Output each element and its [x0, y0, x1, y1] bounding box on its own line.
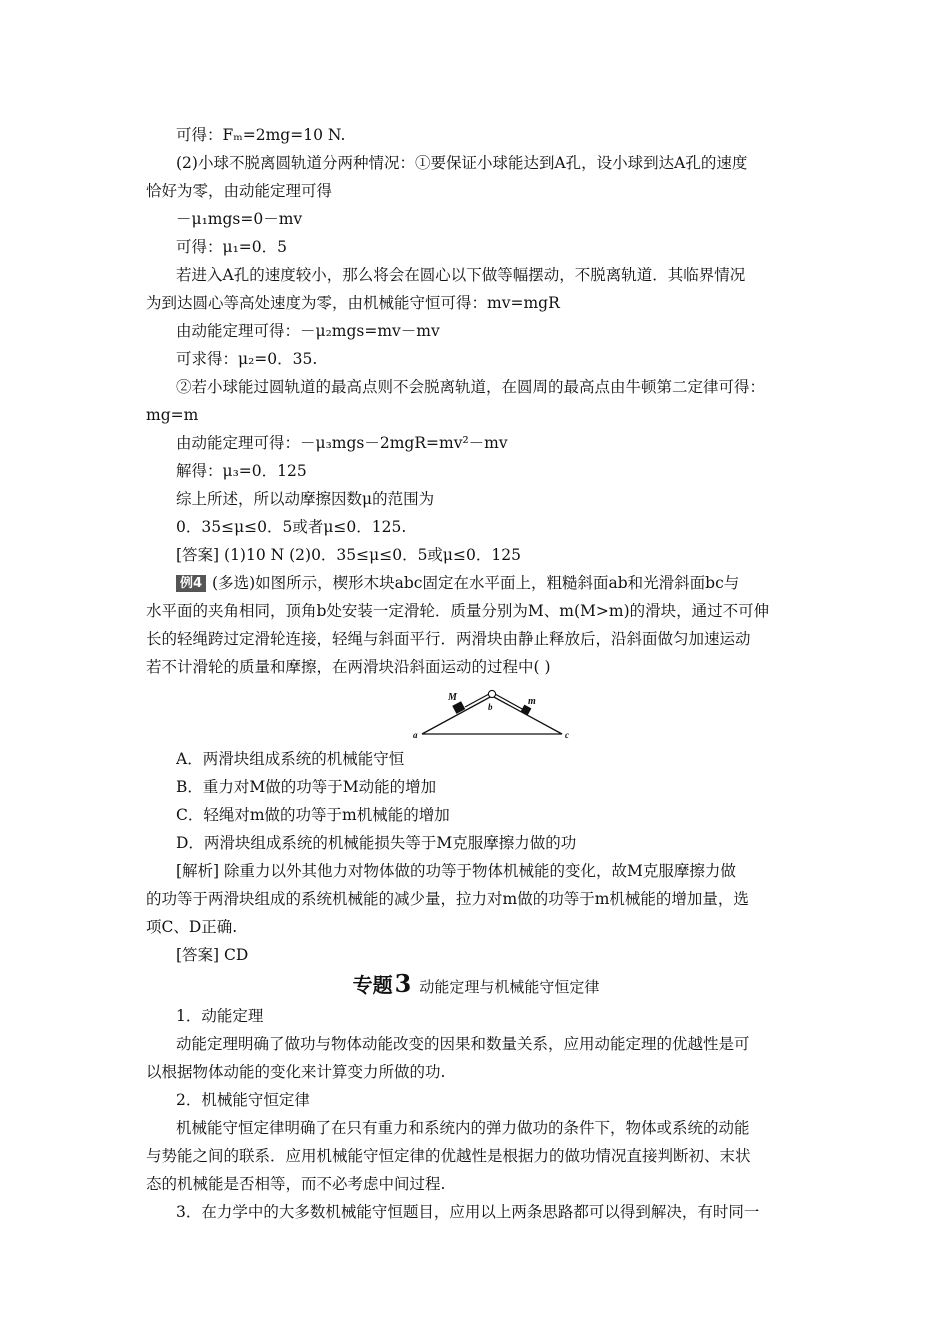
text-line: 动能定理明确了做功与物体动能改变的因果和数量关系，应用动能定理的优越性是可	[176, 1035, 750, 1053]
example-text: (多选)如图所示，楔形木块abc固定在水平面上，粗糙斜面ab和光滑斜面bc与	[212, 574, 740, 592]
text-line: 可得：Fₘ=2mg=10 N.	[176, 126, 346, 144]
example-question-line	[176, 572, 806, 594]
topic-heading	[146, 969, 806, 998]
label-c: c	[565, 730, 569, 740]
text-line: 为到达圆心等高处速度为零，由机械能守恒可得：mv=mgR	[146, 294, 560, 312]
pulley	[488, 690, 495, 697]
answer-line: [答案] CD	[176, 946, 249, 964]
rope-left	[465, 694, 489, 707]
text-line: 由动能定理可得：－μ₂mgs=mv－mv	[176, 322, 440, 340]
section-heading: 1．动能定理	[176, 1007, 264, 1025]
label-m: m	[528, 696, 536, 707]
text-line: 可得：μ₁=0．5	[176, 238, 287, 256]
text-line: 机械能守恒定律明确了在只有重力和系统内的弹力做功的条件下，物体或系统的动能	[176, 1119, 750, 1137]
wedge-pulley-diagram	[410, 688, 585, 742]
label-M: M	[448, 692, 457, 703]
text-line: 可求得：μ₂=0．35.	[176, 350, 318, 368]
rope-right	[495, 694, 524, 710]
analysis-line: 的功等于两滑块组成的系统机械能的减少量，拉力对m做的功等于m机械能的增加量，选	[146, 890, 749, 908]
text-line: 态的机械能是否相等，而不必考虑中间过程.	[146, 1175, 446, 1193]
analysis-line: 项C、D正确.	[146, 918, 238, 936]
example-question-line: 水平面的夹角相同，顶角b处安装一定滑轮．质量分别为M、m(M>m)的滑块，通过不可伸	[146, 602, 770, 620]
text-line: (2)小球不脱离圆轨道分两种情况：①要保证小球能达到A孔，设小球到达A孔的速度	[176, 154, 748, 172]
answer-line: [答案] (1)10 N (2)0．35≤μ≤0．5或μ≤0．125	[176, 546, 521, 564]
text-line: 综上所述，所以动摩擦因数μ的范围为	[176, 490, 435, 508]
topic-number: 3	[394, 969, 412, 998]
text-line: －μ₁mgs=0－mv	[176, 210, 303, 228]
text-line: mg=m	[146, 406, 199, 424]
text-line: 0．35≤μ≤0．5或者μ≤0．125.	[176, 518, 407, 536]
option-b: B．重力对M做的功等于M动能的增加	[176, 778, 437, 796]
text-line: 若进入A孔的速度较小，那么将会在圆心以下做等幅摆动，不脱离轨道．其临界情况	[176, 266, 746, 284]
section-heading: 2．机械能守恒定律	[176, 1091, 310, 1109]
example-question-line: 若不计滑轮的质量和摩擦，在两滑块沿斜面运动的过程中( )	[146, 658, 551, 676]
example-question-line: 长的轻绳跨过定滑轮连接，轻绳与斜面平行．两滑块由静止释放后，沿斜面做匀加速运动	[146, 630, 751, 648]
label-a: a	[413, 730, 418, 740]
topic-label: 专题	[352, 973, 393, 997]
text-line: 解得：μ₃=0．125	[176, 462, 307, 480]
text-line: 以根据物体动能的变化来计算变力所做的功.	[146, 1063, 446, 1081]
example-badge: 例4	[176, 575, 206, 592]
option-c: C．轻绳对m做的功等于m机械能的增加	[176, 806, 450, 824]
text-line: ②若小球能过圆轨道的最高点则不会脱离轨道，在圆周的最高点由牛顿第二定律可得：	[176, 378, 766, 396]
text-line: 恰好为零，由动能定理可得	[146, 182, 333, 200]
topic-title: 动能定理与机械能守恒定律	[419, 978, 600, 996]
label-b: b	[488, 702, 493, 712]
text-line: 与势能之间的联系．应用机械能守恒定律的优越性是根据力的做功情况直接判断初、末状	[146, 1147, 751, 1165]
analysis-line: [解析] 除重力以外其他力对物体做的功等于物体机械能的变化，故M克服摩擦力做	[176, 862, 736, 880]
option-d: D．两滑块组成系统的机械能损失等于M克服摩擦力做的功	[176, 834, 577, 852]
option-a: A．两滑块组成系统的机械能守恒	[176, 750, 405, 768]
text-line: 3．在力学中的大多数机械能守恒题目，应用以上两条思路都可以得到解决，有时同一	[176, 1203, 760, 1221]
text-line: 由动能定理可得：－μ₃mgs－2mgR=mv²－mv	[176, 434, 508, 452]
